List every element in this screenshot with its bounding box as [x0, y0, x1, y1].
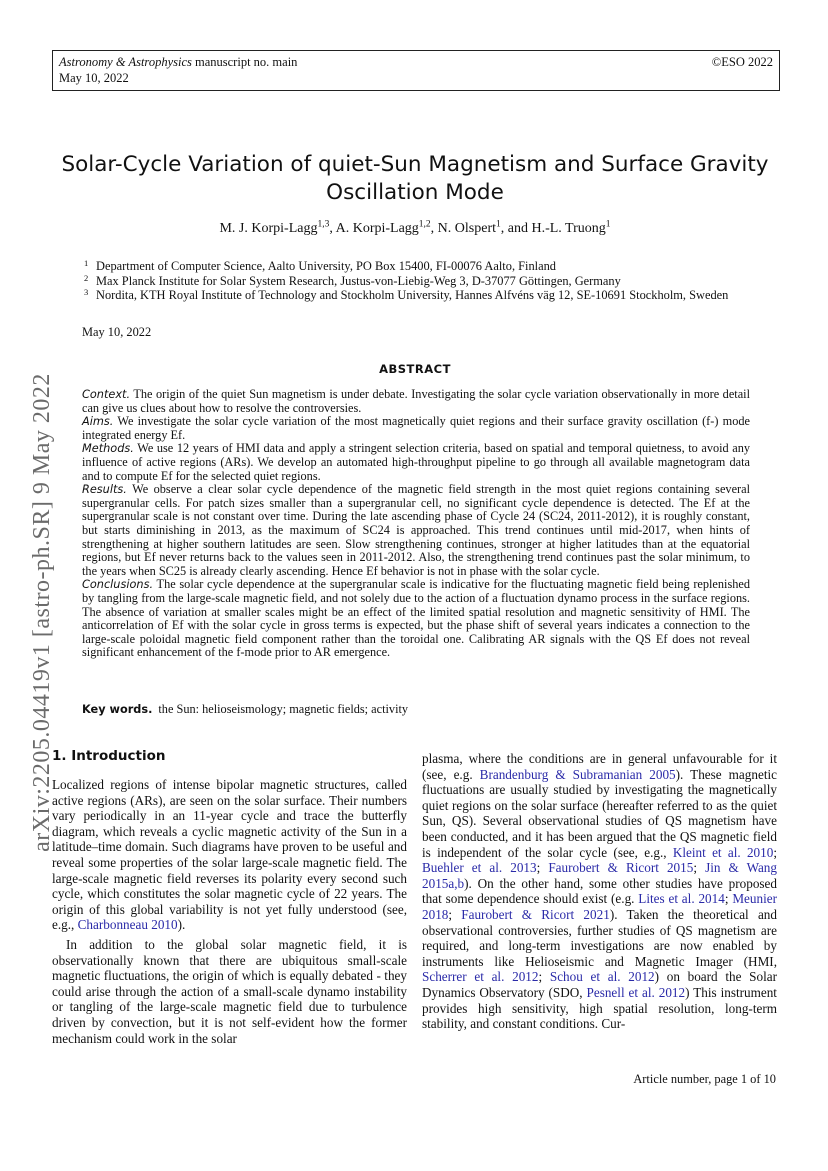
author: H.-L. Truong$^1$ — [531, 219, 611, 236]
paper-title: Solar-Cycle Variation of quiet-Sun Magnetism and Surface Gravity Oscillation Mode — [61, 152, 769, 205]
citation-link[interactable]: Buehler et al. 2013 — [422, 860, 537, 876]
author: N. Olspert$^1$, and — [437, 219, 532, 236]
intro-paragraph-1: Localized regions of intense bipolar magnetic structures, called active regions (ARs), are seen on the solar surface. Their numbers vary periodically in an 11-year cycle and trace the butterfly diagram, which reveals a cyclic magnetic activity of the Sun in a latitude–time domain. Such diagrams have proven to be useful and reveal some properties of the solar large-scale magnetic field. The large-scale magnetic field reverses its polarity every second such cycle, which constitutes the solar magnetic cycle of 22 years. The origin of this global variability is not yet fully understood (see, e.g., Charbonneau 2010). — [52, 777, 407, 933]
manuscript-header — [52, 50, 780, 91]
header-date: May 10, 2022 — [59, 71, 129, 85]
intro-paragraph-2: In addition to the global solar magnetic field, it is observationally known that there are ubiquitous small-scale magnetic fluctuations, the origin of which is equally debated - they could arise through the action of a small-scale dynamo instability or tangling of the large-scale magnetic field due to turbulence driven by convection, but it is not self-evident how the former mechanism could work in the solar — [52, 936, 407, 1046]
affiliation: 2 Max Planck Institute for Solar System Research, Justus-von-Liebig-Weg 3, D-37077 Göttingen, Germany — [84, 272, 621, 288]
citation-link[interactable]: Faurobert & Ricort 2021 — [461, 906, 610, 922]
abstract-results: Results. We observe a clear solar cycle dependence of the magnetic field strength in the most quiet regions containing several supergranular cells. For patch sizes smaller than a supergranular cell, no significant cycle dependence is detected. The Ef at the supergranular scale is not constant over time. During the late ascending phase of Cycle 24 (SC24, 2011-2012), it is roughly constant, but starts diminishing in 2013, as the maximum of SC24 is approached. This trend continues until mid-2017, when hints of strengthening at higher southern latitudes are seen. Slow strengthening continues, stronger at higher latitudes than at the equatorial regions, but Ef never returns back to the values seen in 2011-2012. Also, the strengthening trend continues past the solar minimum, to the years when SC25 is already clearly ascending. Hence Ef behavior is not in phase with the solar cycle. — [82, 482, 750, 578]
citation-link[interactable]: Brandenburg & Subramanian 2005 — [479, 766, 676, 782]
left-column — [52, 748, 407, 1046]
affiliation-list — [82, 259, 782, 303]
citation-link[interactable]: Jin & Wang 2015a,b — [422, 860, 777, 891]
author: M. J. Korpi-Lagg$^{1,3}$, — [219, 219, 336, 236]
citation-link[interactable]: Meunier 2018 — [422, 891, 777, 922]
abstract-conclusions: Conclusions. The solar cycle dependence at the supergranular scale is indicative for the fluctuating magnetic field being replenished by tangling from the large-scale magnetic field, and not solely due to the action of a fluctuation dynamo process in the surface regions. The absence of variation at smaller scales might be an effect of the limited spatial resolution and magnetic sensitivity of HMI. The anticorrelation of Ef with the solar cycle in gross terms is expected, but the phase shift of several years indicates a connection to the large-scale poloidal magnetic field component rather than the toroidal one. Calibrating AR signals with the QS Ef does not reveal significant enhancement of the f-mode prior to AR emergence. — [82, 577, 750, 660]
keywords — [82, 702, 750, 717]
citation-link[interactable]: Lites et al. 2014 — [638, 891, 725, 907]
abstract-methods: Methods. We use 12 years of HMI data and apply a stringent selection criteria, based on spatial and temporal quietness, to avoid any influence of active regions (ARs). We develop an automated high-throughput pipeline to go through all available magnetogram data and to compute Ef for the selected quiet regions. — [82, 441, 750, 483]
keywords-text: the Sun: helioseismology; magnetic fields; activity — [158, 702, 409, 716]
keywords-label: Key words. — [82, 703, 153, 716]
page-footer: Article number, page 1 of 10 — [633, 1072, 776, 1086]
author-list — [60, 219, 770, 237]
right-column — [422, 751, 777, 1032]
citation-link[interactable]: Pesnell et al. 2012 — [586, 984, 686, 1000]
section-heading: 1. Introduction — [52, 748, 166, 764]
copyright-notice: ©ESO 2022 — [711, 55, 773, 69]
abstract-context: Context. The origin of the quiet Sun magnetism is under debate. Investigating the solar cycle variation observationally in more detail can give us clues about how to resolve the controversies. — [82, 387, 750, 415]
citation-link[interactable]: Charbonneau 2010 — [77, 917, 178, 933]
affiliation: 1 Department of Computer Science, Aalto University, PO Box 15400, FI-00076 Aalto, Finland — [84, 258, 557, 273]
intro-paragraph-2-cont: plasma, where the conditions are in general unfavourable for it (see, e.g. Brandenburg & Subramanian 2005). These magnetic fluctuations are usually studied by investigating the magnetically quiet regions on the solar surface (hereafter referred to as the quiet Sun, QS). Several observational studies of QS magnetism have been conducted, and it has been argued that the QS magnetic field is independent of the solar cycle (see, e.g., Kleint et al. 2010; Buehler et al. 2013; Faurobert & Ricort 2015; Jin & Wang 2015a,b). On the other hand, some other studies have proposed that some dependence should exist (e.g. Lites et al. 2014; Meunier 2018; Faurobert & Ricort 2021). Taken the theoretical and observational controversies, further studies of QS magnetism are required, and long-term investigations are now enabled by instruments like Helioseismic and Magnetic Imager (HMI, Scherrer et al. 2012; Schou et al. 2012) on board the Solar Dynamics Observatory (SDO, Pesnell et al. 2012) This instrument provides high sensitivity, high spatial resolution, long-term stability, and constant conditions. Cur- — [422, 751, 778, 1032]
journal-name: Astronomy & Astrophysics manuscript no. main — [59, 55, 298, 69]
citation-link[interactable]: Kleint et al. 2010 — [672, 844, 774, 860]
citation-link[interactable]: Schou et al. 2012 — [549, 969, 655, 985]
abstract-heading: ABSTRACT — [379, 362, 451, 376]
received-date: May 10, 2022 — [82, 325, 152, 339]
citation-link[interactable]: Faurobert & Ricort 2015 — [548, 860, 694, 876]
abstract-body — [82, 388, 750, 660]
citation-link[interactable]: Scherrer et al. 2012 — [422, 969, 539, 985]
affiliation: 3 Nordita, KTH Royal Institute of Technology and Stockholm University, Hannes Alfvéns väg 12, SE-10691 Stockholm, Sweden — [84, 287, 729, 302]
abstract-aims: Aims. We investigate the solar cycle variation of the most magnetically quiet regions and their surface gravity oscillation (f-) mode integrated energy Ef. — [82, 414, 750, 442]
author: A. Korpi-Lagg$^{1,2}$, — [335, 219, 438, 236]
arxiv-stamp: arXiv:2205.04419v1 [astro-ph.SR] 9 May 2022 — [28, 373, 55, 852]
